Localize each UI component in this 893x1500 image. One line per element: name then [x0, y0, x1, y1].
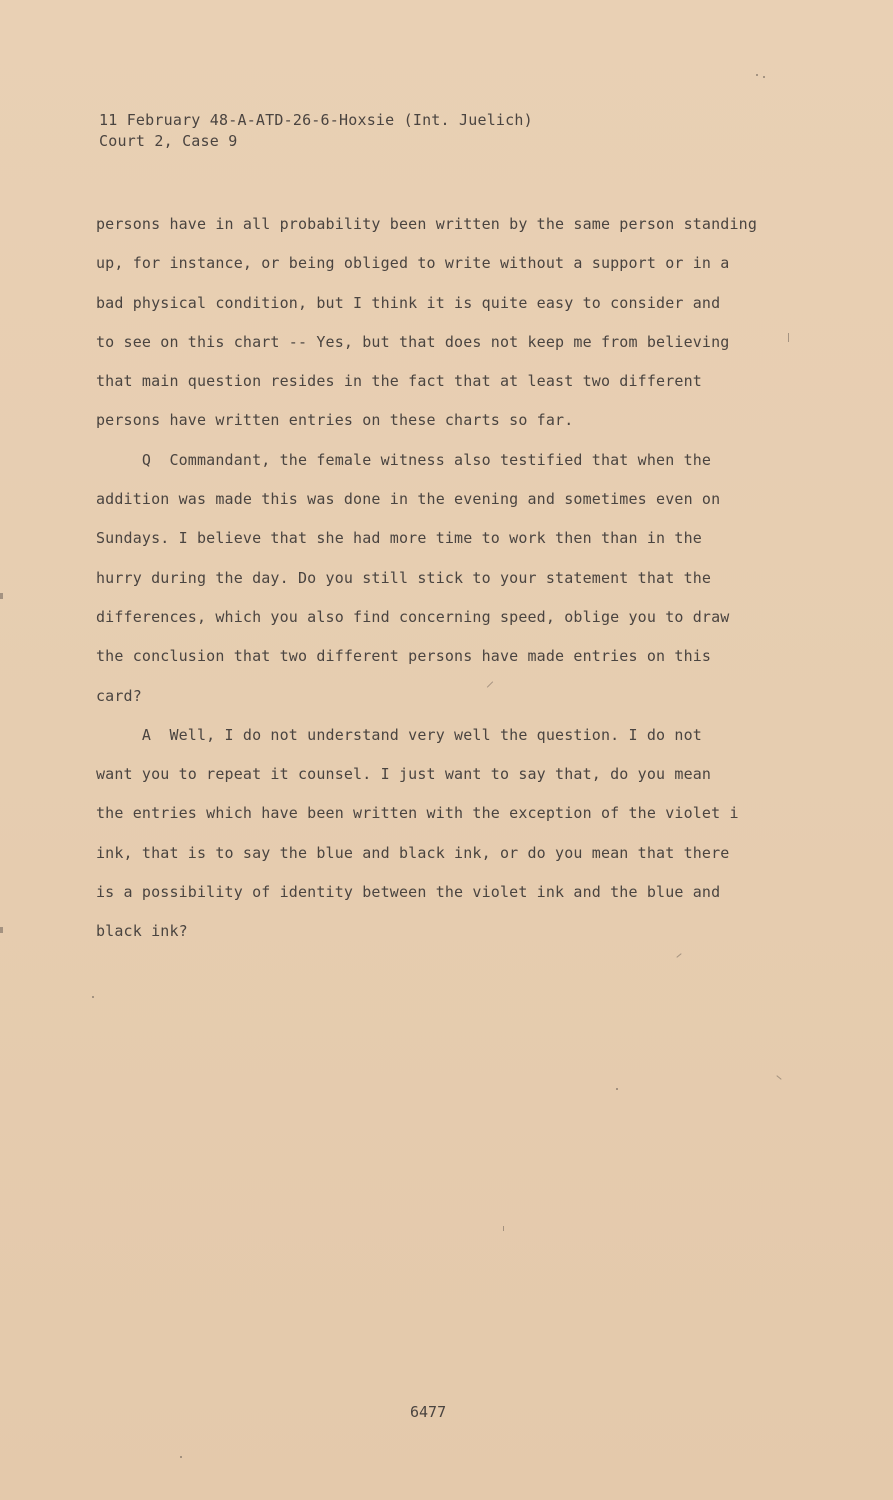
transcript-body	[96, 205, 796, 952]
body-line: is a possibility of identity between the violet ink and the blue and	[96, 883, 721, 902]
body-line: persons have in all probability been written by the same person standing	[96, 215, 758, 233]
body-line: Sundays. I believe that she had more time to work then than in the	[96, 529, 702, 548]
body-line: black ink?	[96, 922, 188, 941]
body-line: the entries which have been written with the exception of the violet i	[96, 804, 739, 823]
paper-speck	[0, 927, 3, 933]
body-line: to see on this chart -- Yes, but that does not keep me from believing	[96, 332, 730, 351]
body-line: the conclusion that two different persons have made entries on this	[96, 647, 712, 666]
paper-speck	[776, 1075, 781, 1080]
body-line: hurry during the day. Do you still stick to your statement that the	[96, 568, 712, 587]
paper-speck	[756, 74, 758, 76]
paper-speck	[788, 333, 789, 342]
paper-speck	[0, 593, 3, 599]
body-line: that main question resides in the fact that at least two different	[96, 372, 702, 391]
body-line: Q Commandant, the female witness also testified that when the	[96, 450, 712, 469]
body-line: differences, which you also find concerning speed, oblige you to draw	[96, 607, 730, 626]
body-line: card?	[96, 686, 142, 705]
body-line: ink, that is to say the blue and black ink, or do you mean that there	[96, 843, 730, 862]
paper-speck	[180, 1456, 182, 1458]
paper-speck	[503, 1226, 504, 1231]
body-line: A Well, I do not understand very well the question. I do not	[96, 725, 702, 744]
paper-speck	[763, 76, 765, 78]
body-line: addition was made this was done in the evening and sometimes even on	[96, 490, 721, 509]
paper-speck	[676, 953, 681, 958]
page-number: 6477	[410, 1403, 447, 1421]
body-line: persons have written entries on these charts so far.	[96, 411, 574, 430]
body-line: up, for instance, or being obliged to write without a support or in a	[96, 254, 730, 273]
paper-speck	[616, 1088, 618, 1090]
paper-speck	[92, 996, 94, 998]
header-court-line: Court 2, Case 9	[99, 132, 238, 150]
header-date-line: 11 February 48-A-ATD-26-6-Hoxsie (Int. Juelich)	[99, 111, 533, 129]
body-line: want you to repeat it counsel. I just want to say that, do you mean	[96, 765, 712, 784]
body-line: bad physical condition, but I think it is quite easy to consider and	[96, 293, 721, 312]
document-header	[99, 110, 533, 152]
